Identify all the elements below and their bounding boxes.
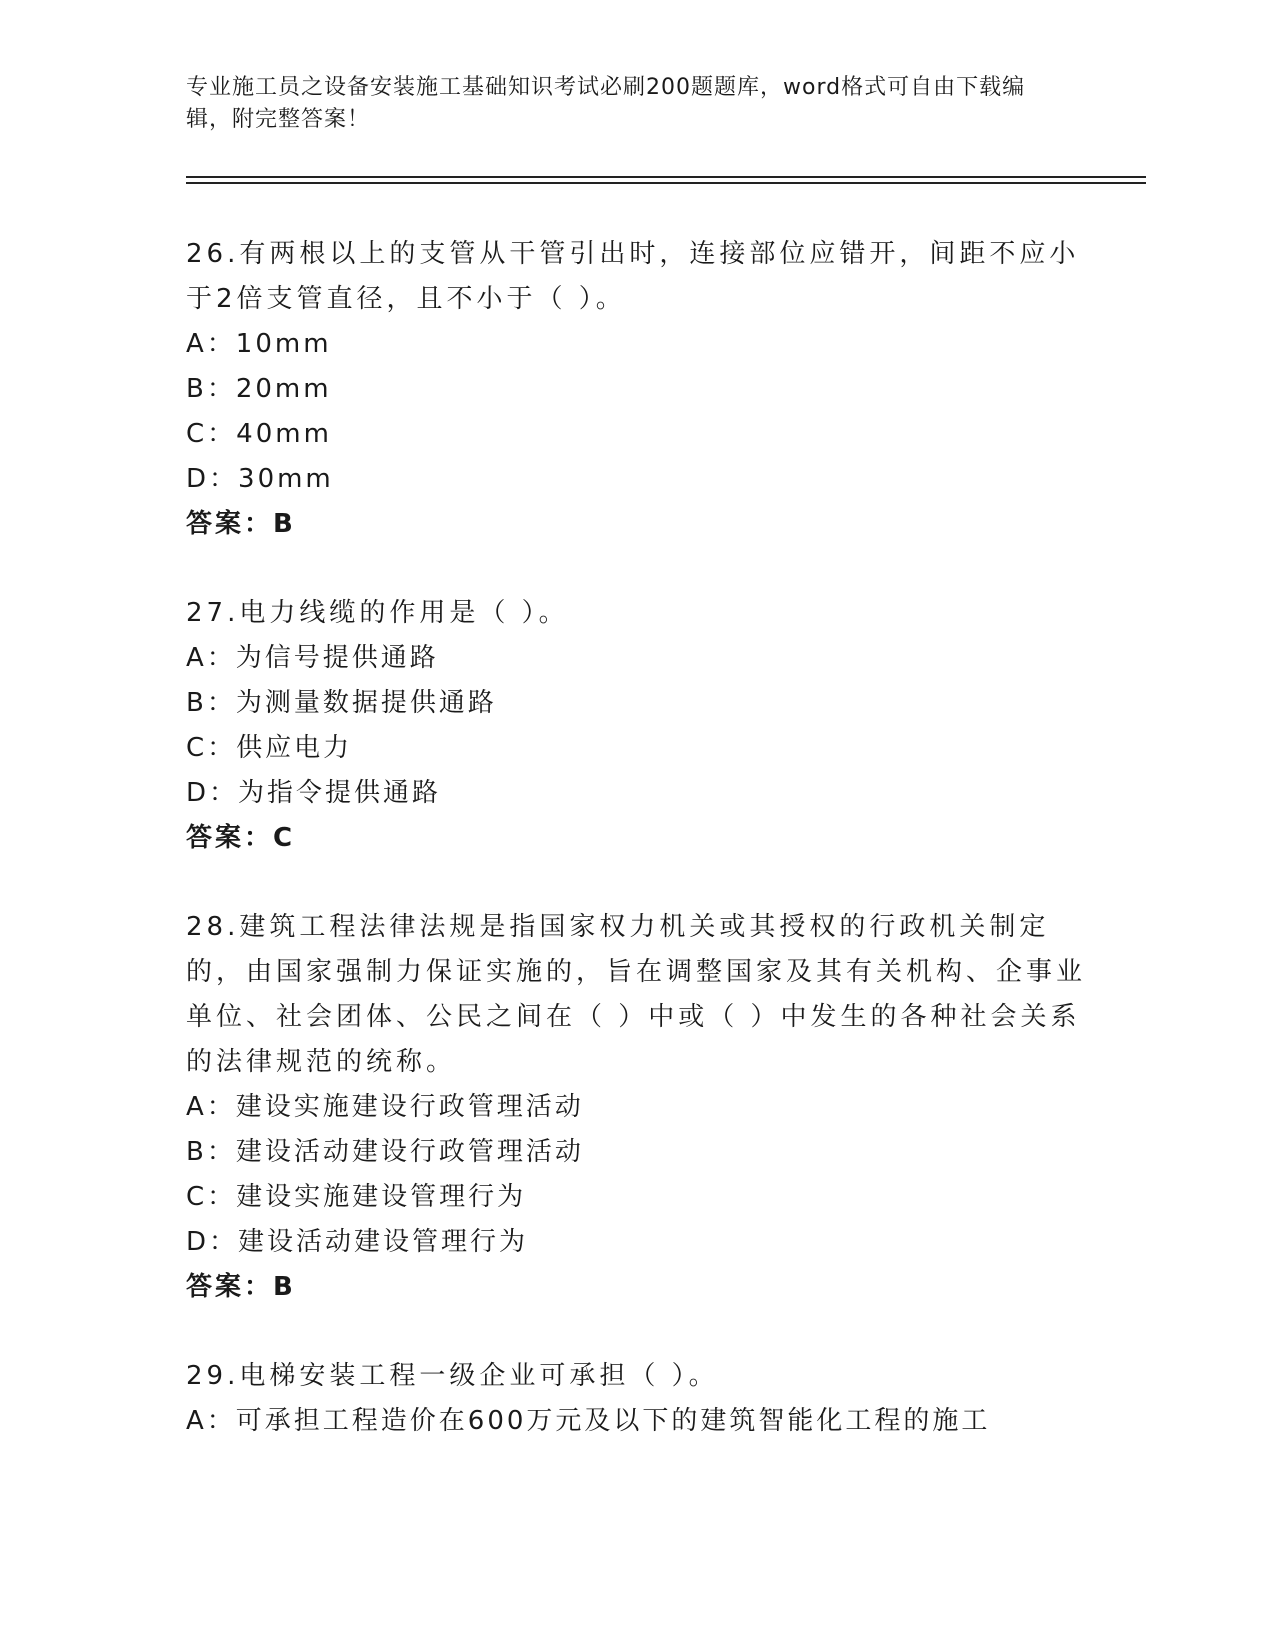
option-b: B：20mm	[186, 374, 332, 404]
option-a: A：为信号提供通路	[186, 643, 439, 673]
option-d: D：为指令提供通路	[186, 778, 442, 808]
option-d: D：30mm	[186, 464, 334, 494]
question-26	[186, 232, 1086, 547]
option-a: A：可承担工程造价在600万元及以下的建筑智能化工程的施工	[186, 1406, 991, 1436]
question-stem: 28.建筑工程法律法规是指国家权力机关或其授权的行政机关制定的，由国家强制力保证实施的，旨在调整国家及其有关机构、企事业单位、社会团体、公民之间在（ ）中或（ ）中发生的各种社会关系的法律规范的统称。	[186, 912, 1087, 1077]
answer-line: 答案：B	[186, 1272, 296, 1302]
header-rule-top	[186, 176, 1146, 178]
question-stem: 29.电梯安装工程一级企业可承担（ ）。	[186, 1361, 719, 1391]
option-a: A：建设实施建设行政管理活动	[186, 1092, 584, 1122]
answer-line: 答案：B	[186, 509, 296, 539]
question-stem: 26.有两根以上的支管从干管引出时，连接部位应错开，间距不应小于2倍支管直径，且不小于（ ）。	[186, 239, 1080, 314]
option-c: C：建设实施建设管理行为	[186, 1182, 527, 1212]
answer-line: 答案：C	[186, 823, 296, 853]
question-28	[186, 905, 1086, 1310]
option-c: C：供应电力	[186, 733, 353, 763]
option-b: B：建设活动建设行政管理活动	[186, 1137, 584, 1167]
option-a: A：10mm	[186, 329, 332, 359]
header-rule-bottom	[186, 182, 1146, 184]
option-b: B：为测量数据提供通路	[186, 688, 497, 718]
question-29	[186, 1354, 1086, 1444]
question-27	[186, 591, 1086, 861]
option-d: D：建设活动建设管理行为	[186, 1227, 529, 1257]
question-stem: 27.电力线缆的作用是（ ）。	[186, 598, 569, 628]
question-list	[186, 232, 1086, 1488]
option-c: C：40mm	[186, 419, 332, 449]
document-header: 专业施工员之设备安装施工基础知识考试必刷200题题库，word格式可自由下载编辑，附完整答案！	[186, 75, 1026, 132]
